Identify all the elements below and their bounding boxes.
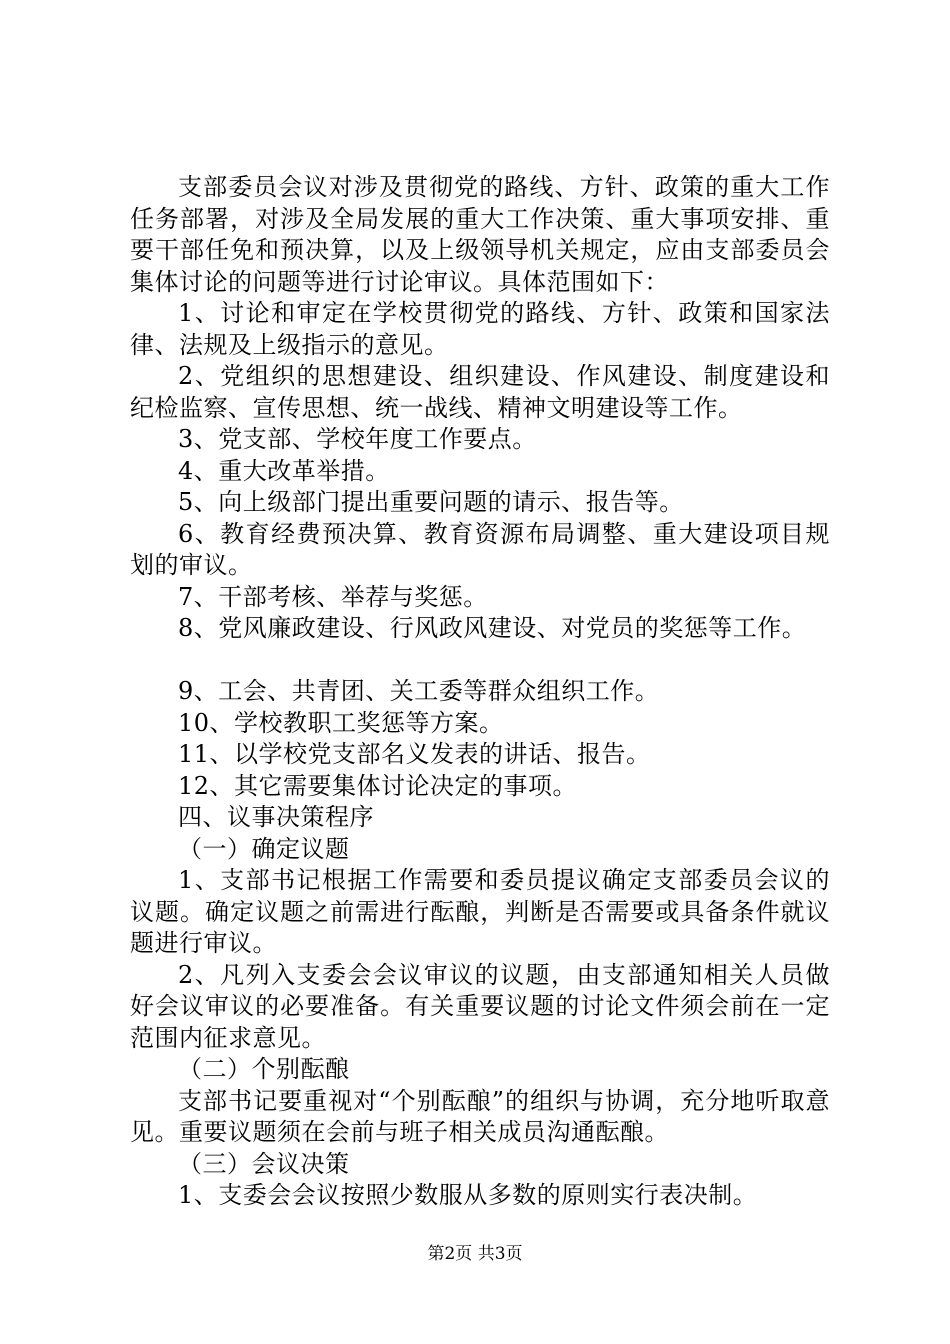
subsection-heading-topic: （一）确定议题 [178, 834, 350, 863]
page-footer: 第2页 共3页 [427, 1244, 523, 1264]
paragraph-intro: 支部委员会议对涉及贯彻党的路线、方针、政策的重大工作任务部署，对涉及全局发展的重大工作决策、重大事项安排、重要干部任免和预决算，以及上级领导机关规定，应由支部委员会集体讨论的问题等进行讨论审议。具体范围如下： [130, 173, 830, 296]
paragraph-item-6: 6、教育经费预决算、教育资源布局调整、重大建设项目规划的审议。 [130, 519, 830, 579]
paragraph-item-9: 9、工会、共青团、关工委等群众组织工作。 [178, 677, 660, 705]
paragraph-item-11: 11、以学校党支部名义发表的讲话、报告。 [178, 740, 651, 768]
subsection-heading-decision: （三）会议决策 [178, 1149, 350, 1178]
paragraph-item-5: 5、向上级部门提出重要问题的请示、报告等。 [178, 488, 684, 516]
blank-line [130, 645, 830, 677]
paragraph-item-2: 2、党组织的思想建设、组织建设、作风建设、制度建设和纪检监察、宣传思想、统一战线、精神文明建设等工作。 [130, 362, 830, 422]
paragraph-item-12: 12、其它需要集体讨论决定的事项。 [178, 771, 578, 800]
paragraph-topic-2: 2、凡列入支委会会议审议的议题，由支部通知相关人员做好会议审议的必要准备。有关重要议题的讨论文件须会前在一定范围内征求意见。 [130, 960, 830, 1052]
paragraph-item-10: 10、学校教职工奖惩等方案。 [178, 708, 504, 737]
paragraph-item-3: 3、党支部、学校年度工作要点。 [178, 425, 537, 453]
paragraph-item-1: 1、讨论和审定在学校贯彻党的路线、方针、政策和国家法律、法规及上级指示的意见。 [130, 299, 830, 359]
paragraph-item-8: 8、党风廉政建设、行风政风建设、对党员的奖惩等工作。 [178, 614, 807, 642]
paragraph-consult: 支部书记要重视对“个别酝酿”的组织与协调，充分地听取意见。重要议题须在会前与班子相关成员沟通酝酿。 [130, 1086, 830, 1146]
subsection-heading-consult: （二）个别酝酿 [178, 1055, 350, 1083]
paragraph-topic-1: 1、支部书记根据工作需要和委员提议确定支部委员会议的议题。确定议题之前需进行酝酿，判断是否需要或具备条件就议题进行审议。 [130, 866, 830, 957]
document-body [130, 172, 830, 1212]
paragraph-item-4: 4、重大改革举措。 [178, 456, 390, 485]
paragraph-decision-1: 1、支委会会议按照少数服从多数的原则实行表决制。 [178, 1181, 758, 1209]
paragraph-item-7: 7、干部考核、举荐与奖惩。 [178, 582, 488, 611]
section-heading-procedure: 四、议事决策程序 [178, 803, 374, 831]
